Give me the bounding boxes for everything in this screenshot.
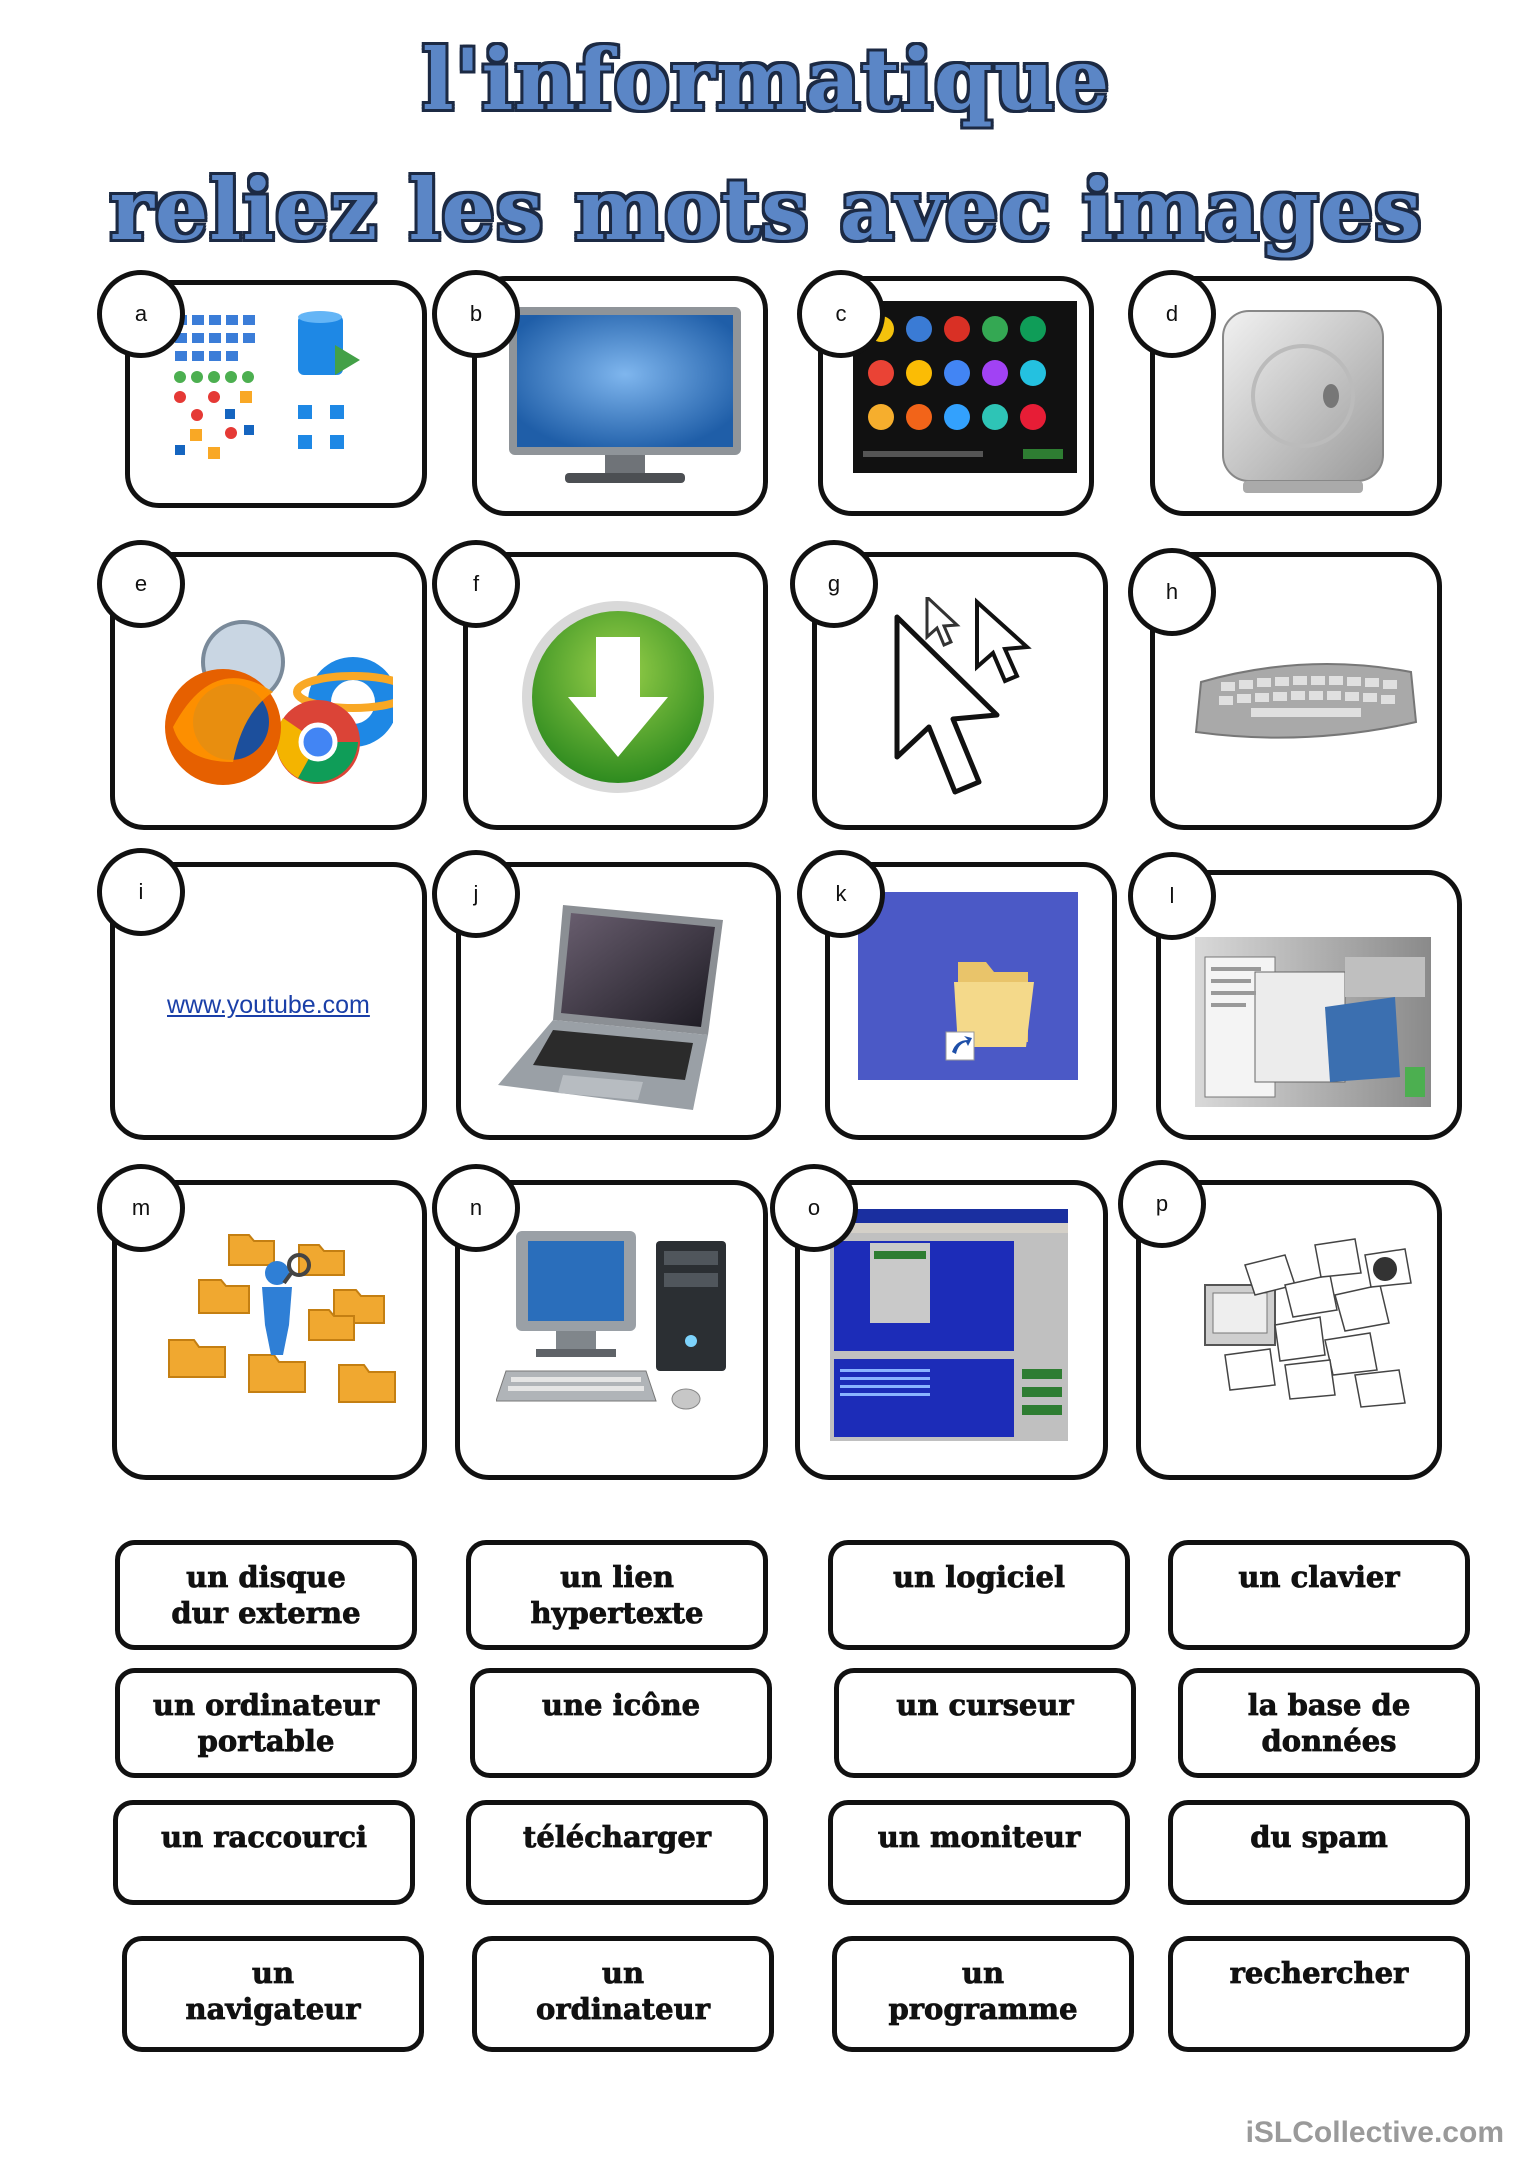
- word-label: un disque dur externe: [171, 1560, 361, 1630]
- card-letter-k: k: [797, 850, 885, 938]
- word-box: [466, 1540, 768, 1650]
- word-label: un raccourci: [160, 1820, 368, 1854]
- word-box: [1178, 1668, 1480, 1778]
- card-letter-a: a: [97, 270, 185, 358]
- card-letter-e: e: [97, 540, 185, 628]
- word-label: un navigateur: [185, 1956, 361, 2026]
- word-box: [115, 1540, 417, 1650]
- word-box: [466, 1800, 768, 1905]
- word-label: un moniteur: [877, 1820, 1081, 1854]
- word-label: un clavier: [1238, 1560, 1400, 1594]
- word-box: [1168, 1936, 1470, 2052]
- card-letter-o: o: [770, 1164, 858, 1252]
- app-icons-grid-icon: [853, 301, 1077, 473]
- keyboard-icon: [1191, 652, 1421, 752]
- hyperlink-text[interactable]: www.youtube.com: [167, 991, 370, 1019]
- word-label: télécharger: [522, 1820, 712, 1854]
- word-label: un ordinateur: [536, 1956, 710, 2026]
- word-box: [113, 1800, 415, 1905]
- card-letter-n: n: [432, 1164, 520, 1252]
- program-screen-icon: [830, 1209, 1068, 1441]
- word-label: un ordinateur portable: [152, 1688, 380, 1758]
- card-letter-f: f: [432, 540, 520, 628]
- word-box: [115, 1668, 417, 1778]
- mouse-cursors-icon: [887, 597, 1047, 807]
- software-windows-icon: [1195, 937, 1431, 1117]
- card-letter-j: j: [432, 850, 520, 938]
- word-label: un programme: [888, 1956, 1078, 2026]
- word-label: la base de données: [1247, 1688, 1411, 1758]
- card-letter-l: l: [1128, 852, 1216, 940]
- word-box: [1168, 1540, 1470, 1650]
- word-box: [828, 1800, 1130, 1905]
- search-folders-icon: [159, 1225, 399, 1425]
- card-letter-d: d: [1128, 270, 1216, 358]
- icon-grid-database-icon: [170, 305, 370, 480]
- word-box: [832, 1936, 1134, 2052]
- word-label: du spam: [1250, 1820, 1388, 1854]
- laptop-icon: [493, 895, 753, 1115]
- download-arrow-icon: [518, 597, 718, 797]
- external-hard-drive-icon: [1203, 301, 1403, 501]
- word-label: un logiciel: [892, 1560, 1066, 1594]
- flat-monitor-icon: [505, 303, 745, 493]
- word-box: [834, 1668, 1136, 1778]
- card-letter-m: m: [97, 1164, 185, 1252]
- word-box: [122, 1936, 424, 2052]
- card-letter-i: i: [97, 848, 185, 936]
- word-box: [828, 1540, 1130, 1650]
- card-letter-p: p: [1118, 1160, 1206, 1248]
- word-label: un lien hypertexte: [530, 1560, 704, 1630]
- card-letter-g: g: [790, 540, 878, 628]
- worksheet-title: l'informatique: [421, 30, 1111, 129]
- word-box: [1168, 1800, 1470, 1905]
- worksheet-subtitle: reliez les mots avec images: [109, 160, 1423, 259]
- spam-papers-icon: [1185, 1225, 1417, 1415]
- card-letter-h: h: [1128, 548, 1216, 636]
- word-box: [472, 1936, 774, 2052]
- footer-watermark: iSLCollective.com: [1245, 2116, 1504, 2149]
- card-letter-b: b: [432, 270, 520, 358]
- folder-shortcut-icon: [858, 892, 1078, 1080]
- word-label: un curseur: [896, 1688, 1074, 1722]
- word-label: une icône: [541, 1688, 701, 1722]
- word-box: [470, 1668, 772, 1778]
- word-label: rechercher: [1229, 1956, 1409, 1990]
- web-browsers-icon: [153, 612, 393, 792]
- card-letter-c: c: [797, 270, 885, 358]
- desktop-computer-icon: [496, 1221, 746, 1421]
